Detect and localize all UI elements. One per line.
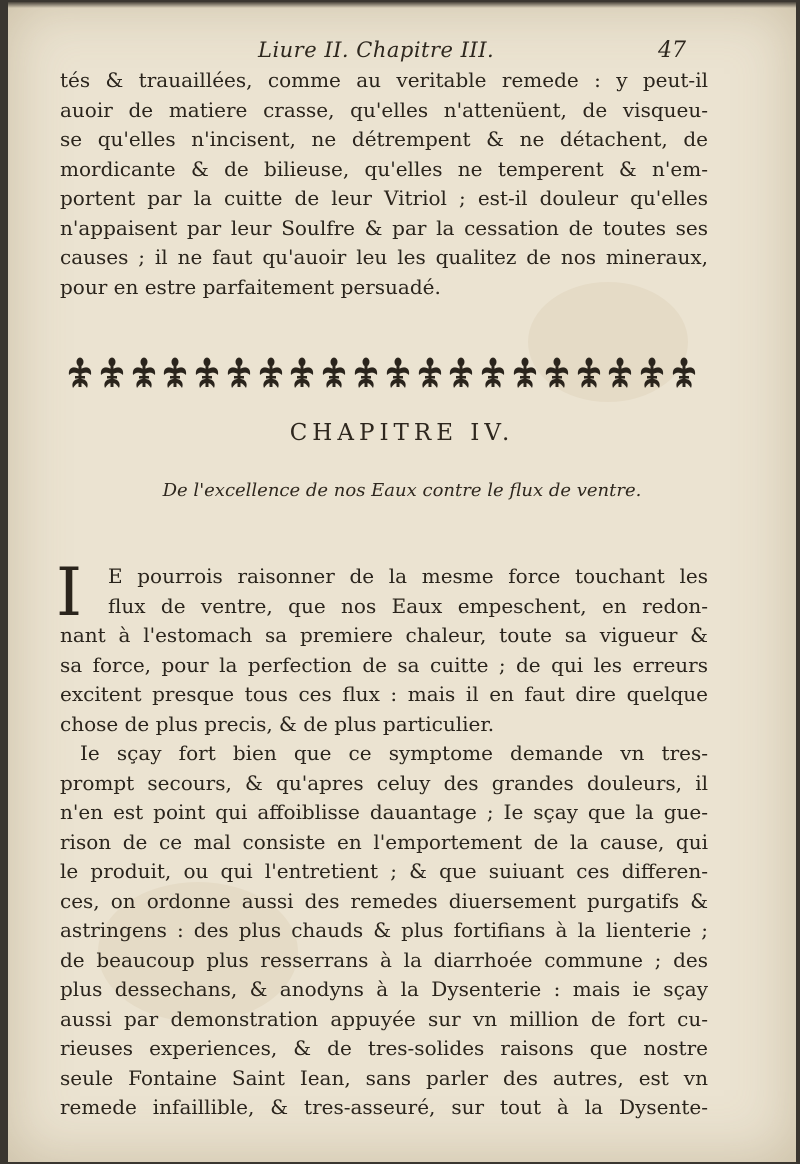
- text-line: sa force, pour la perfection de sa cuitte ; de qui les erreurs: [60, 652, 708, 677]
- text-line: prompt secours, & qu'apres celuy des grandes douleurs, il: [60, 770, 708, 795]
- page-top-edge: [8, 2, 796, 8]
- dropcap-lines: [108, 562, 708, 621]
- fleuron-icon: [543, 357, 571, 391]
- fleuron-icon: [66, 357, 94, 391]
- page-number: 47: [658, 38, 686, 63]
- text-line: portent par la cuitte de leur Vitriol ; est-il douleur qu'elles: [60, 186, 708, 210]
- fleuron-icon: [638, 357, 666, 391]
- text-line: tés & trauaillées, comme au veritable remede : y peut-il: [60, 68, 708, 92]
- drop-cap: I: [56, 554, 83, 631]
- fleuron-icon: [575, 357, 603, 391]
- text-line: aussi par demonstration appuyée sur vn million de fort cu-: [60, 1006, 708, 1031]
- running-head: Liure II. Chapitre III.: [258, 38, 495, 62]
- fleuron-icon: [288, 357, 316, 391]
- text-line: flux de ventre, que nos Eaux empeschent, en redon-: [108, 593, 708, 618]
- text-line: nant à l'estomach sa premiere chaleur, toute sa vigueur &: [60, 623, 708, 647]
- text-line: remede infaillible, & tres-asseuré, sur tout à la Dysente-: [60, 1095, 708, 1119]
- book-page: [8, 2, 796, 1162]
- text-line: de beaucoup plus resserrans à la diarrhoée commune ; des: [60, 947, 708, 972]
- fleuron-icon: [606, 357, 634, 391]
- text-line: n'en est point qui affoiblisse dauantage ; Ie sçay que la gue-: [60, 800, 708, 824]
- text-line: mordicante & de bilieuse, qu'elles ne temperent & n'em-: [60, 156, 708, 181]
- text-line: plus dessechans, & anodyns à la Dysenterie : mais ie sçay: [60, 977, 708, 1001]
- fleuron-icon: [447, 357, 475, 391]
- continuation-paragraph: [60, 66, 708, 302]
- fleuron-icon: [670, 357, 698, 391]
- body-paragraph: [60, 621, 708, 1123]
- text-line: auoir de matiere crasse, qu'elles n'attenüent, de visqueu-: [60, 97, 708, 122]
- text-line: rison de ce mal consiste en l'emportement de la cause, qui: [60, 829, 708, 854]
- text-line: seule Fontaine Saint Iean, sans parler des autres, est vn: [60, 1065, 708, 1090]
- text-line: n'appaisent par leur Soulfre & par la cessation de toutes ses: [60, 215, 708, 240]
- fleuron-icon: [384, 357, 412, 391]
- fleuron-icon: [352, 357, 380, 391]
- text-line: le produit, ou qui l'entretient ; & que suiuant ces differen-: [60, 859, 708, 883]
- fleuron-icon: [98, 357, 126, 391]
- fleuron-icon: [479, 357, 507, 391]
- text-line: chose de plus precis, & de plus particulier.: [60, 711, 495, 736]
- fleuron-icon: [511, 357, 539, 391]
- chapter-heading: CHAPITRE IV.: [289, 420, 515, 446]
- text-line: rieuses experiences, & de tres-solides raisons que nostre: [60, 1036, 708, 1060]
- text-line: se qu'elles n'incisent, ne détrempent & ne détachent, de: [60, 127, 708, 151]
- text-line: astringens : des plus chauds & plus fortifians à la lienterie ;: [60, 918, 708, 942]
- chapter-subtitle: De l'excellence de nos Eaux contre le flux de ventre.: [162, 480, 642, 501]
- text-line: excitent presque tous ces flux : mais il en faut dire quelque: [60, 682, 708, 706]
- text-line: Ie sçay fort bien que ce symptome demande vn tres-: [80, 741, 708, 765]
- fleuron-icon: [130, 357, 158, 391]
- fleuron-icon: [320, 357, 348, 391]
- fleuron-icon: [416, 357, 444, 391]
- text-line: E pourrois raisonner de la mesme force touchant les: [108, 564, 708, 588]
- fleuron-icon: [225, 357, 253, 391]
- fleuron-icon: [193, 357, 221, 391]
- text-line: ces, on ordonne aussi des remedes diuersement purgatifs &: [60, 888, 708, 913]
- text-line: causes ; il ne faut qu'auoir leu les qualitez de nos mineraux,: [60, 245, 708, 269]
- fleuron-icon: [161, 357, 189, 391]
- fleuron-icon: [257, 357, 285, 391]
- text-line: pour en estre parfaitement persuadé.: [60, 274, 441, 299]
- fleuron-band-icon: [66, 356, 698, 392]
